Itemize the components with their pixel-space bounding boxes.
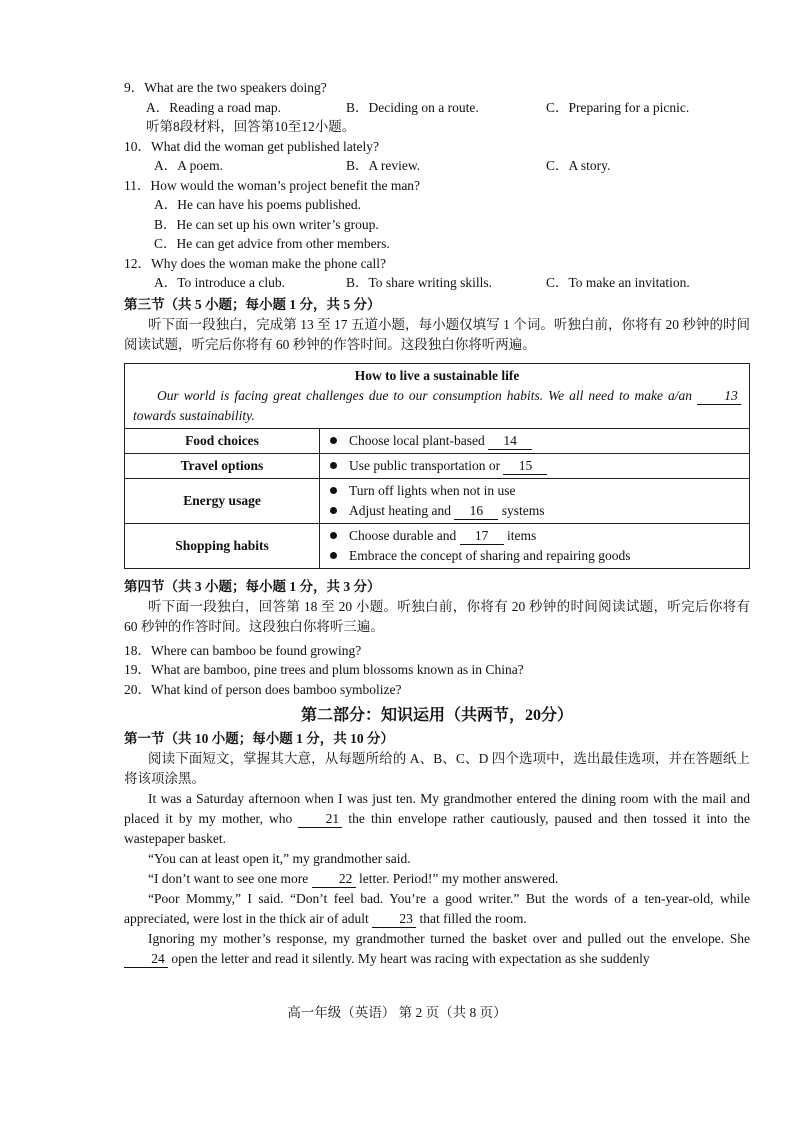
blank-14: 14	[488, 433, 532, 450]
category-cell: Food choices	[125, 428, 320, 453]
section-4-instruction: 听下面一段独白，回答第 18 至 20 小题。听独白前，你将有 20 秒钟的时间阅读试题，听完后你将有 60 秒钟的作答时间。这段独白你将听三遍。	[124, 598, 750, 634]
table-row	[125, 453, 750, 478]
passage-paragraph: Ignoring my mother’s response, my grandmother turned the basket over and pulled out the envelope. She 24 open the letter and read it silently. My heart was racing with expectation as she suddenly	[124, 929, 750, 969]
table-title: How to live a sustainable life	[354, 367, 520, 383]
part-2-heading: 第二部分：知识运用（共两节，20分）	[300, 707, 573, 724]
option-c: C．A story.	[546, 158, 611, 173]
passage-paragraph: “I don’t want to see one more 22 letter. Period!” my mother answered.	[148, 871, 559, 886]
bullet-icon	[330, 552, 337, 559]
category-cell: Travel options	[125, 453, 320, 478]
section-3-title: 第三节（共 5 小题；每小题 1 分，共 5 分）	[124, 296, 381, 312]
question-12	[124, 254, 750, 293]
passage-paragraph: It was a Saturday afternoon when I was just ten. My grandmother entered the dining room with the mail and placed it by my mother, who 21 the thin envelope rather cautiously, paused and then tossed it into the wastepaper basket.	[124, 791, 751, 846]
blank-24: 24	[124, 951, 168, 968]
listen-instruction: 听第8段材料，回答第10至12小题。	[146, 119, 356, 134]
category-cell: Shopping habits	[125, 523, 320, 568]
option-c: C．Preparing for a picnic.	[546, 99, 690, 115]
table-row	[125, 428, 750, 453]
part-2-section-1-title: 第一节（共 10 小题；每小题 1 分，共 10 分）	[124, 731, 394, 746]
bullet-icon	[330, 487, 337, 494]
bullet-item: Adjust heating and 16 systems	[328, 501, 741, 521]
option-b: B．To share writing skills.	[346, 275, 493, 290]
passage-paragraph: “Poor Mommy,” I said. “Don’t feel bad. You’re a good writer.” But the words of a ten-year-old, while appreciated, were lost in the thick air of adult 23 that filled the room.	[124, 891, 750, 926]
question-20: 20．What kind of person does bamboo symbolize?	[124, 681, 402, 697]
bullet-item: Turn off lights when not in use	[328, 481, 741, 501]
section-4-title: 第四节（共 3 小题；每小题 1 分，共 3 分）	[124, 578, 381, 594]
question-text: 12．Why does the woman make the phone call?	[124, 255, 387, 271]
exam-page	[124, 78, 750, 969]
question-10	[124, 137, 750, 176]
option-a: A．Reading a road map.	[146, 99, 281, 115]
question-11	[124, 176, 750, 254]
option-a: A．To introduce a club.	[154, 275, 286, 290]
bullet-item: Choose durable and 17 items	[328, 526, 741, 546]
bullet-icon	[330, 437, 337, 444]
blank-21: 21	[298, 811, 342, 828]
question-9	[124, 78, 750, 117]
bullet-icon	[330, 507, 337, 514]
page-footer: 高一年级（英语） 第 2 页（共 8 页）	[287, 1005, 507, 1020]
passage-paragraph: “You can at least open it,” my grandmother said.	[148, 851, 411, 866]
question-19: 19．What are bamboo, pine trees and plum blossoms known as in China?	[124, 662, 524, 677]
blank-23: 23	[372, 911, 416, 928]
blank-13: 13	[697, 388, 741, 405]
blank-22: 22	[312, 871, 356, 888]
option-a: A．He can have his poems published.	[154, 197, 361, 212]
section-3-instruction: 听下面一段独白，完成第 13 至 17 五道小题，每小题仅填写 1 个词。听独白前，你将有 20 秒钟的时间阅读试题，听完后你将有 60 秒钟的作答时间。这段独白你将听两遍。	[124, 316, 750, 352]
bullet-icon	[330, 462, 337, 469]
question-18: 18．Where can bamboo be found growing?	[124, 642, 362, 658]
question-text: 9．What are the two speakers doing?	[124, 80, 327, 95]
table-intro: Our world is facing great challenges due to our consumption habits. We all need to make a/an 13 towards sustainability.	[133, 386, 741, 426]
option-b: B．He can set up his own writer’s group.	[154, 216, 379, 232]
option-c: C．To make an invitation.	[546, 275, 690, 290]
bullet-icon	[330, 532, 337, 539]
option-b: B．Deciding on a route.	[346, 99, 479, 115]
blank-15: 15	[503, 458, 547, 475]
bullet-item: Embrace the concept of sharing and repairing goods	[328, 546, 741, 566]
bullet-item: Use public transportation or 15	[328, 456, 741, 476]
cloze-passage	[124, 789, 750, 969]
table-row	[125, 478, 750, 523]
table-row	[125, 523, 750, 568]
question-text: 11．How would the woman’s project benefit the man?	[124, 177, 421, 193]
option-a: A．A poem.	[154, 158, 223, 173]
question-text: 10．What did the woman get published lately?	[124, 138, 379, 154]
sustainability-table	[124, 363, 750, 569]
option-c: C．He can get advice from other members.	[154, 236, 390, 251]
blank-16: 16	[454, 503, 498, 520]
part-2-section-1-instruction: 阅读下面短文，掌握其大意，从每题所给的 A、B、C、D 四个选项中，选出最佳选项，并在答题纸上将该项涂黑。	[124, 751, 750, 786]
blank-17: 17	[460, 528, 504, 545]
bullet-item: Choose local plant-based 14	[328, 431, 741, 451]
option-b: B．A review.	[346, 158, 421, 173]
category-cell: Energy usage	[125, 478, 320, 523]
